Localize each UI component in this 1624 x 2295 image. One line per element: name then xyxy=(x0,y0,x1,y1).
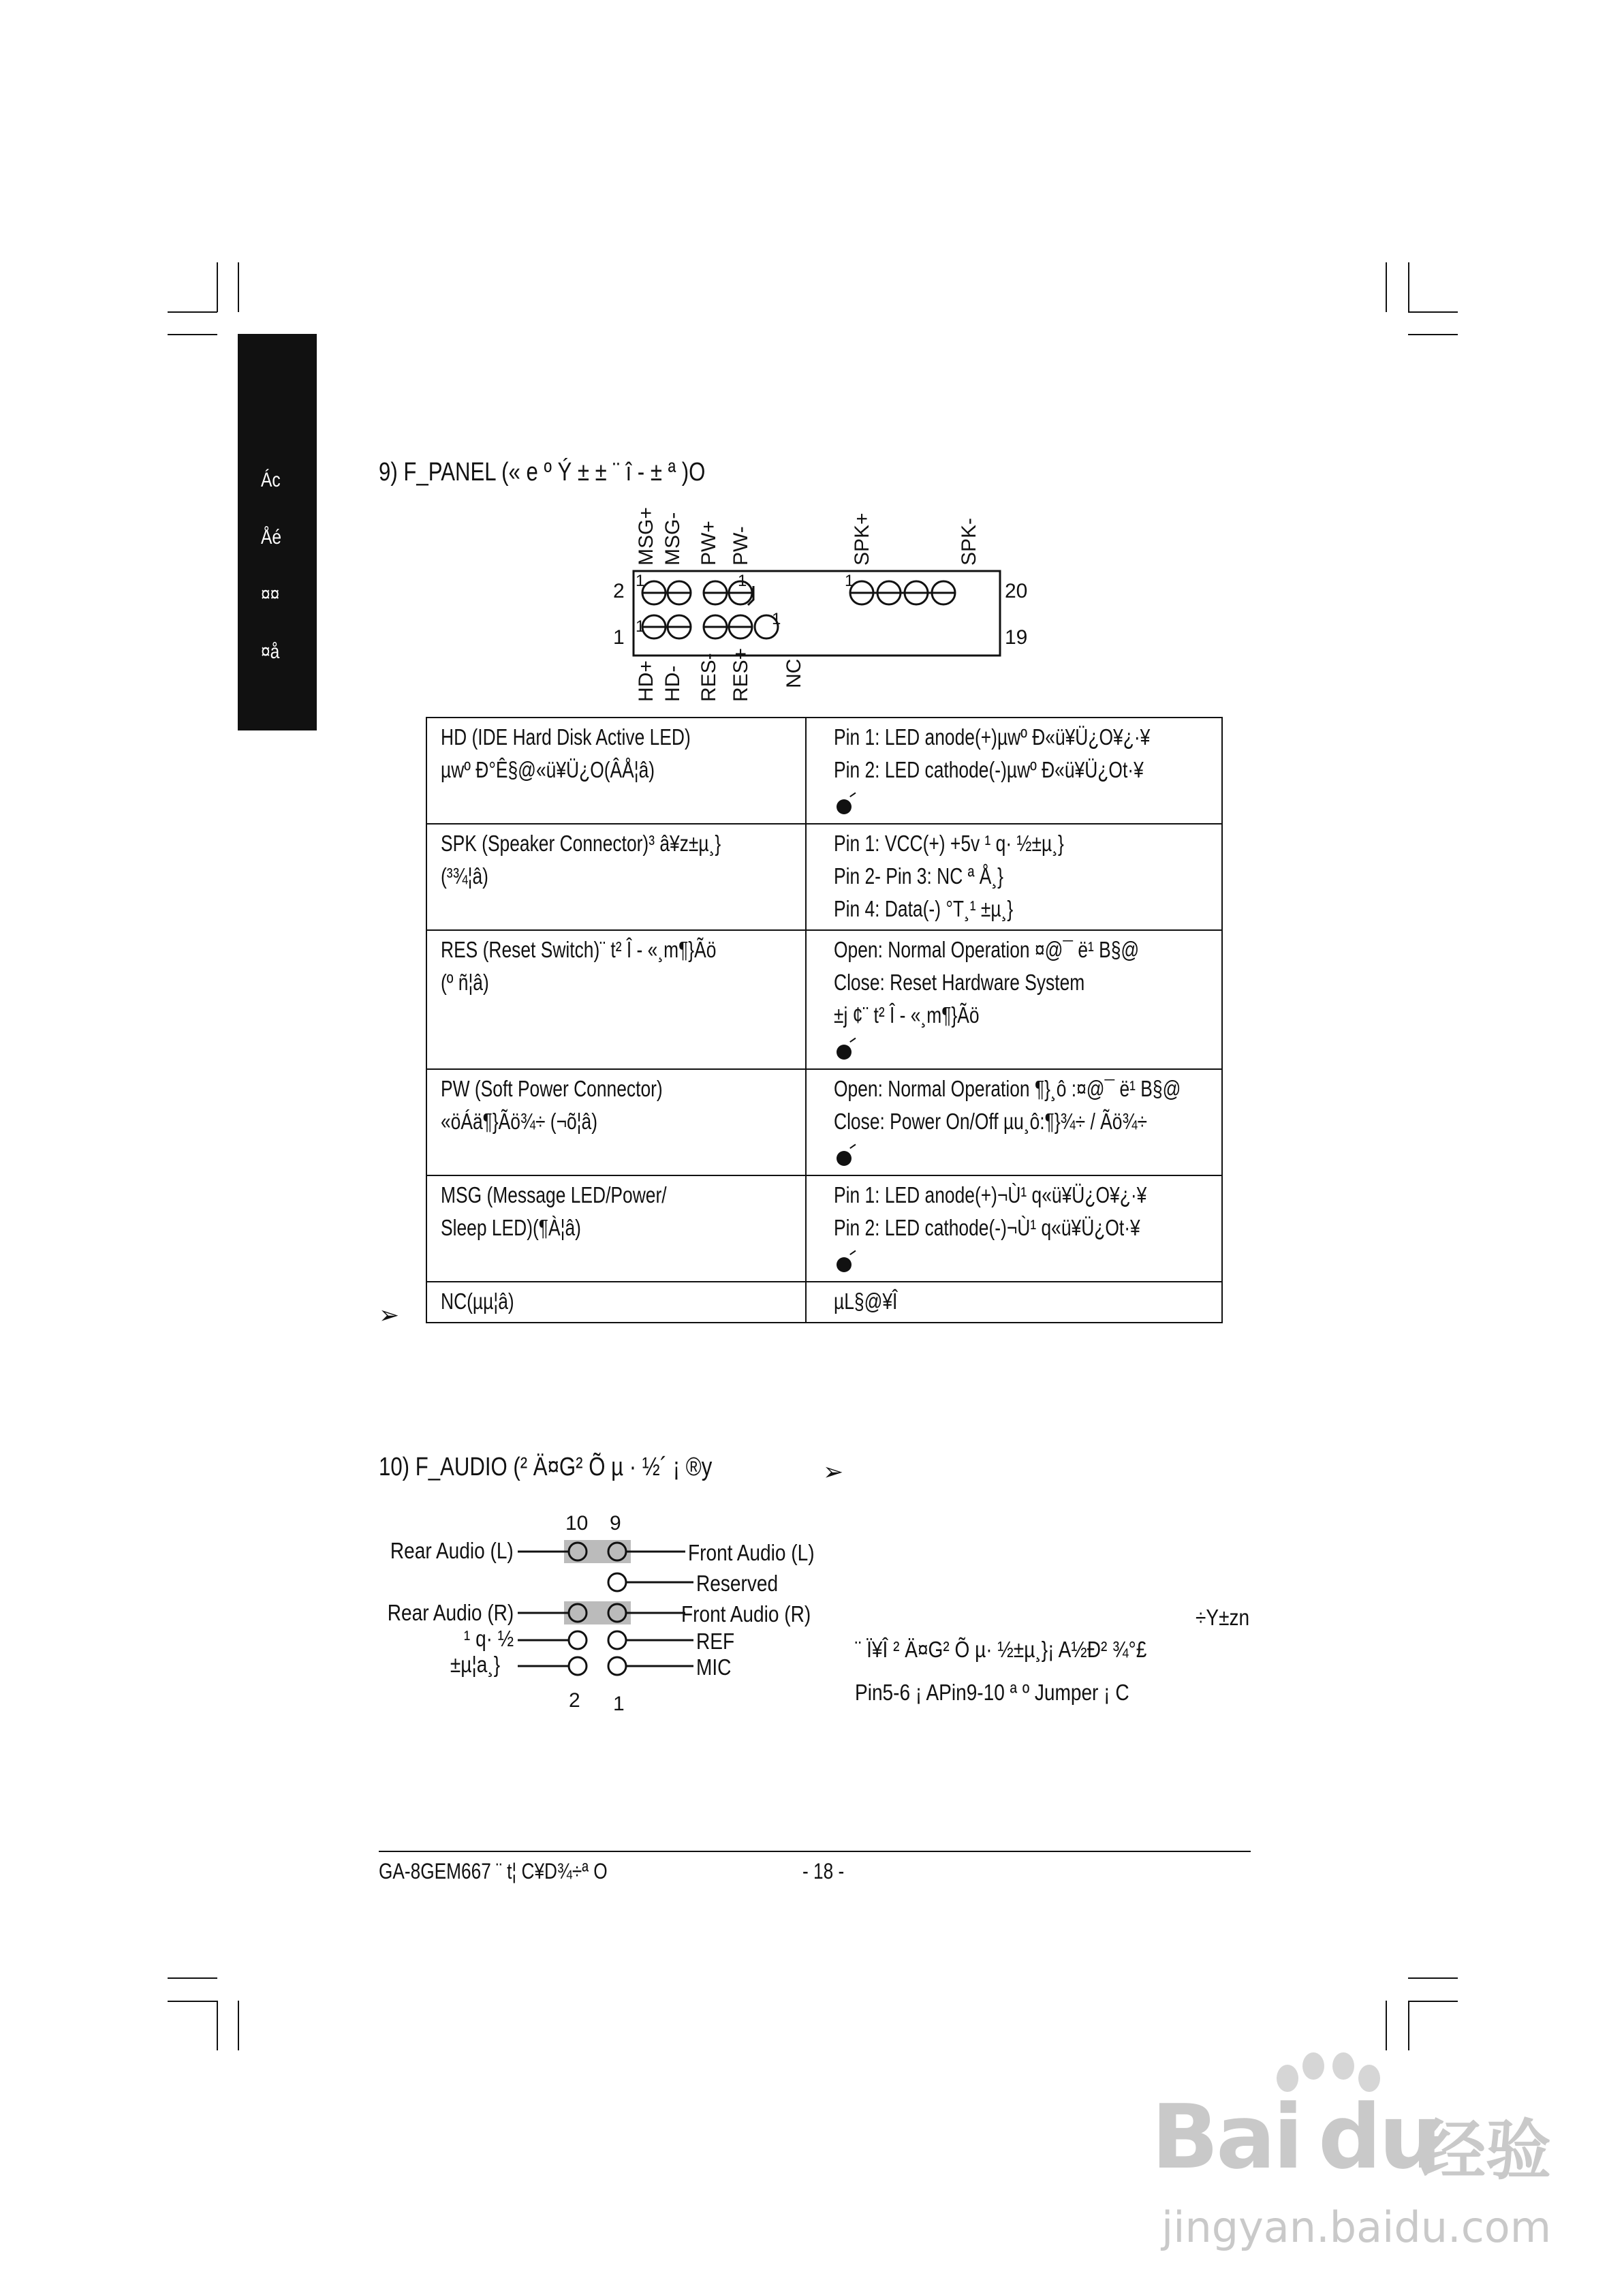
watermark-brand: Bai xyxy=(1151,2085,1301,2189)
watermark-url: jingyan.baidu.com xyxy=(1161,2202,1552,2252)
side-tab-char: ¤¤ xyxy=(261,583,280,606)
pin-num-1: 1 xyxy=(613,626,625,649)
label-nc: NC xyxy=(783,658,805,688)
label-power: ¹ q· ½ xyxy=(463,1626,514,1651)
label-rear-audio-r: Rear Audio (R) xyxy=(387,1600,514,1625)
label-hd-plus: HD+ xyxy=(635,660,657,702)
footer-rule xyxy=(379,1851,1251,1852)
pin-one-marker: 1 xyxy=(636,617,645,636)
watermark-cn: 经验 xyxy=(1420,2112,1551,2189)
bomb-icon xyxy=(837,1257,852,1272)
audio-note-line: Pin5-6 ¡ APin9-10 ª º Jumper ¡ C xyxy=(855,1680,1129,1705)
pin-num-19: 19 xyxy=(1005,626,1028,649)
watermark-du: du xyxy=(1318,2085,1439,2189)
label-msg-minus: MSG- xyxy=(661,512,684,566)
table-row xyxy=(426,824,1222,930)
label-front-audio-r: Front Audio (R) xyxy=(681,1601,811,1627)
faudio-title: 10) F_AUDIO (² Ä¤G² Õ µ · ½´ ¡ ®y xyxy=(379,1453,713,1481)
label-mic: MIC xyxy=(696,1654,732,1680)
table-row xyxy=(426,1282,1222,1323)
bomb-icon xyxy=(837,1151,852,1166)
pin-num-20: 20 xyxy=(1005,580,1028,602)
bomb-icon xyxy=(837,799,852,814)
bomb-icon xyxy=(837,1045,852,1060)
table-cell: SPK (Speaker Connector)³ â¥z±µ¸} (³¾¦â) xyxy=(426,824,806,930)
table-cell: RES (Reset Switch)¨ t² Î - «¸m¶}Ãö (º ñ¦â) xyxy=(426,930,806,1069)
row-number-2: 2 xyxy=(569,1689,580,1712)
label-front-audio-l: Front Audio (L) xyxy=(688,1540,815,1565)
arrow-bullet-icon: ➢ xyxy=(379,1301,400,1329)
side-tab-char: ¤å xyxy=(261,641,280,663)
table-cell: HD (IDE Hard Disk Active LED) µwº Ð°Ê§@«ü¥Ü¿O(ÂÅ¦â) xyxy=(426,718,806,824)
col-number-10: 10 xyxy=(565,1512,589,1535)
label-hd-minus: HD- xyxy=(661,665,684,702)
row-number-1: 1 xyxy=(613,1693,625,1715)
footer-title: GA-8GEM667 ¨ t¦ C¥D¾÷ª O xyxy=(379,1859,608,1883)
label-msg-plus: MSG+ xyxy=(635,507,657,566)
fpanel-title: 9) F_PANEL (« e º Ý ± ± ¨ î - ± ª )O xyxy=(379,458,706,487)
label-spk-minus: SPK- xyxy=(958,517,980,566)
audio-note-line: ¨ Ï¥Î ² Ä¤G² Õ µ· ½±µ¸}¡ A½Ð² ¾°£ xyxy=(855,1637,1147,1662)
label-rear-audio-l: Rear Audio (L) xyxy=(390,1538,514,1563)
pin-one-marker: 1 xyxy=(772,610,781,628)
fpanel-connector-diagram xyxy=(599,491,1090,709)
label-spk-plus: SPK+ xyxy=(851,512,873,566)
table-cell: µL§@¥Î xyxy=(806,1282,1222,1323)
table-cell: Pin 1: VCC(+) +5v ¹ q· ½±µ¸} Pin 2- Pin 3: NC ª Å¸} Pin 4: Data(-) °T¸¹ ±µ¸} xyxy=(806,824,1222,930)
table-cell: MSG (Message LED/Power/ Sleep LED)(¶À¦â) xyxy=(426,1175,806,1282)
side-tab-char: Ác xyxy=(261,469,281,491)
table-row xyxy=(426,1069,1222,1175)
audio-note-line: ÷Y±zn xyxy=(1196,1605,1250,1630)
label-ground: ±µ¦a¸} xyxy=(450,1652,500,1677)
table-row xyxy=(426,930,1222,1069)
table-row xyxy=(426,1175,1222,1282)
table-cell: Pin 1: LED anode(+)¬Ù¹ q«ü¥Ü¿O¥¿·¥ Pin 2: LED cathode(-)¬Ù¹ q«ü¥Ü¿Ot·¥ xyxy=(806,1175,1222,1282)
label-pw-minus: PW- xyxy=(730,526,752,566)
table-cell: NC(µµ¦â) xyxy=(426,1282,806,1323)
label-reserved: Reserved xyxy=(696,1571,779,1596)
chapter-side-tab xyxy=(238,334,317,730)
table-row xyxy=(426,718,1222,824)
col-number-9: 9 xyxy=(610,1512,621,1535)
table-cell: Open: Normal Operation ¤@¯ ë¹ B§@ Close: Reset Hardware System ±j ¢¨ t² Î - «¸m¶}Ãö xyxy=(806,930,1222,1069)
pin-one-marker: 1 xyxy=(738,572,747,590)
label-res-plus: RES+ xyxy=(730,647,752,702)
pin-one-marker: 1 xyxy=(845,572,854,590)
label-pw-plus: PW+ xyxy=(698,521,720,566)
arrow-bullet-icon: ➢ xyxy=(823,1458,844,1485)
page-number: - 18 - xyxy=(802,1859,845,1883)
pin-one-marker: 1 xyxy=(636,572,645,590)
fpanel-pin-table xyxy=(426,717,1223,1323)
label-res-minus: RES- xyxy=(698,653,720,702)
side-tab-char: Åé xyxy=(261,526,282,549)
label-ref: REF xyxy=(696,1629,735,1654)
pin-num-2: 2 xyxy=(613,580,625,602)
table-cell: Open: Normal Operation ¶}¸ô :¤@¯ ë¹ B§@ Close: Power On/Off µu¸ô:¶}¾÷ / Ãö¾÷ xyxy=(806,1069,1222,1175)
table-cell: Pin 1: LED anode(+)µwº Ð«ü¥Ü¿O¥¿·¥ Pin 2: LED cathode(-)µwº Ð«ü¥Ü¿Ot·¥ xyxy=(806,718,1222,824)
table-cell: PW (Soft Power Connector) «öÁä¶}Ãö¾÷ (¬õ¦â) xyxy=(426,1069,806,1175)
